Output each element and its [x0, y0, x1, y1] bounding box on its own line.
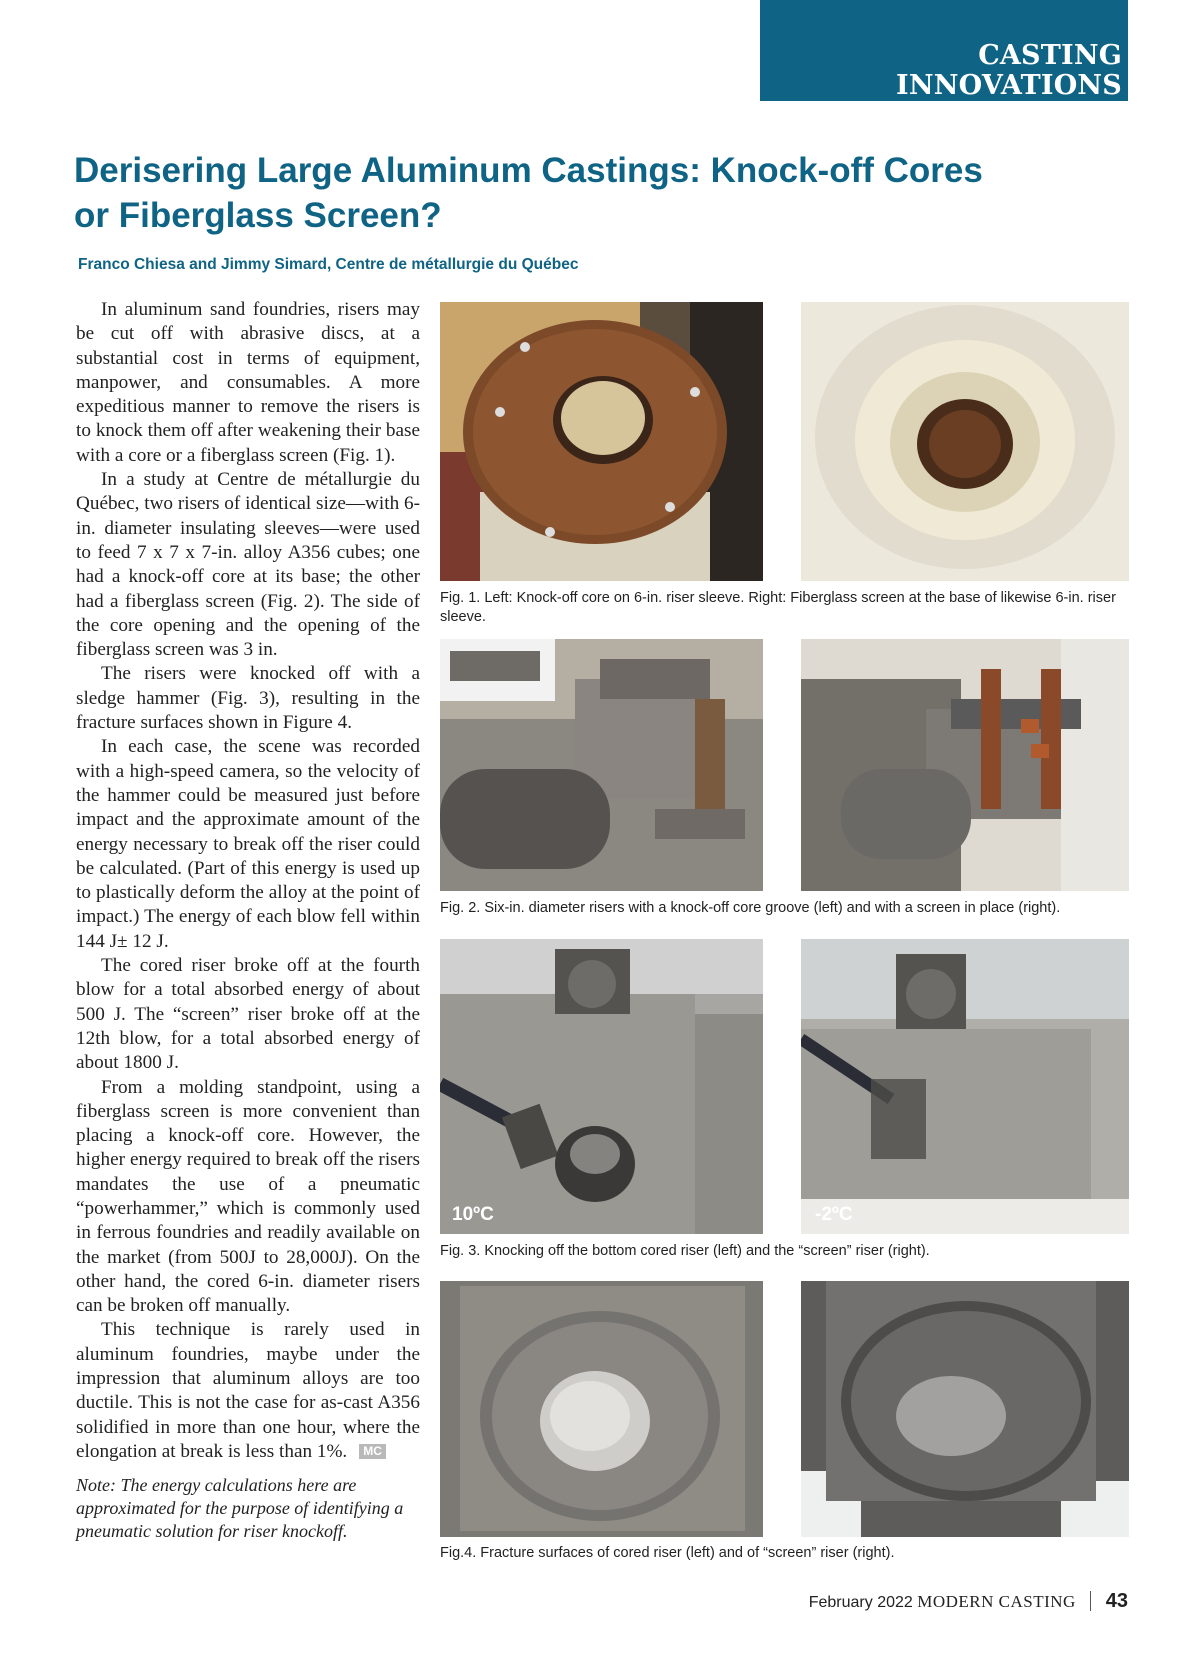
section-header-tab — [760, 0, 1128, 101]
fig2-left-photo — [440, 639, 763, 891]
fig3-left-temp-label: 10ºC — [452, 1204, 494, 1225]
fig3-right-photo — [801, 939, 1129, 1234]
article-byline: Franco Chiesa and Jimmy Simard, Centre de métallurgie du Québec — [78, 256, 579, 273]
body-paragraph: The risers were knocked off with a sledge hammer (Fig. 3), resulting in the fracture surfaces shown in Figure 4. — [76, 663, 420, 734]
body-paragraph: The cored riser broke off at the fourth blow for a total absorbed energy of about 500 J. The “screen” riser broke off at the 12th blow, for a total absorbed energy of about 1800 J. — [76, 955, 420, 1074]
body-paragraph: In aluminum sand foundries, risers may be cut off with abrasive discs, at a substantial cost in terms of equipment, manpower, and consumables. A more expeditious manner to remove the risers is to knock them off after weakening their base with a core or a fiberglass screen (Fig. 1). — [76, 299, 420, 466]
fig2-right-photo — [801, 639, 1129, 891]
article-note: Note: The energy calculations here are approximated for the purpose of identifying a pneumatic solution for riser knockoff. — [76, 1475, 404, 1542]
fig2-caption: Fig. 2. Six-in. diameter risers with a knock-off core groove (left) and with a screen in place (right). — [440, 900, 1061, 916]
end-mark-badge: MC — [359, 1444, 386, 1459]
fig3-caption: Fig. 3. Knocking off the bottom cored riser (left) and the “screen” riser (right). — [440, 1243, 930, 1259]
fig4-right-photo — [801, 1281, 1129, 1537]
article-body — [76, 298, 420, 1543]
body-paragraph: In each case, the scene was recorded with a high-speed camera, so the velocity of the hammer could be measured just before impact and the approximate amount of the energy necessary to break off the riser could be calculated. (Part of this energy is used up to plastically deform the alloy at the point of impact.) The energy of each blow fell within 144 J± 12 J. — [76, 736, 420, 952]
page-folio — [809, 1590, 1128, 1613]
fig1-right-photo — [801, 302, 1129, 581]
body-paragraph: From a molding standpoint, using a fiberglass screen is more convenient than placing a knock-off core. However, the higher energy required to break off the risers mandates the use of a pneumatic “powerhammer,” which is commonly used in ferrous foundries and readily available on the market (from 500J to 28,000J). On the other hand, the cored 6-in. diameter risers can be broken off manually. — [76, 1076, 420, 1317]
fig1-left-photo — [440, 302, 763, 581]
fig3-left-photo — [440, 939, 763, 1234]
magazine-name: MODERN CASTING — [917, 1592, 1076, 1611]
section-label: CASTING INNOVATIONS — [896, 40, 1122, 101]
body-paragraph-text: This technique is rarely used in aluminum foundries, maybe under the impression that aluminum alloys are too ductile. This is not the case for as-cast A356 solidified in more than one hour, where the elongation at break is less than 1%. — [76, 1319, 420, 1462]
issue-date: February 2022 — [808, 1594, 913, 1611]
body-paragraph: In a study at Centre de métallurgie du Québec, two risers of identical size—with 6-in. diameter insulating sleeves—were used to feed 7 x 7 x 7-in. alloy A356 cubes; one had a knock-off core at its base; the other had a fiberglass screen (Fig. 2). The side of the core opening and the opening of the fiberglass screen was 3 in. — [76, 469, 420, 661]
fig4-left-photo — [440, 1281, 763, 1537]
fig4-caption: Fig.4. Fracture surfaces of cored riser (left) and of “screen” riser (right). — [440, 1545, 895, 1561]
article-title: Derisering Large Aluminum Castings: Knock-off Cores or Fiberglass Screen? — [74, 151, 983, 235]
fig3-right-temp-label: -2ºC — [815, 1204, 853, 1225]
body-paragraph-last — [76, 1318, 420, 1464]
page-number: 43 — [1105, 1590, 1128, 1612]
fig1-caption: Fig. 1. Left: Knock-off core on 6-in. riser sleeve. Right: Fiberglass screen at the base of likewise 6-in. riser sleeve. — [440, 590, 1116, 625]
folio-divider — [1090, 1591, 1091, 1611]
